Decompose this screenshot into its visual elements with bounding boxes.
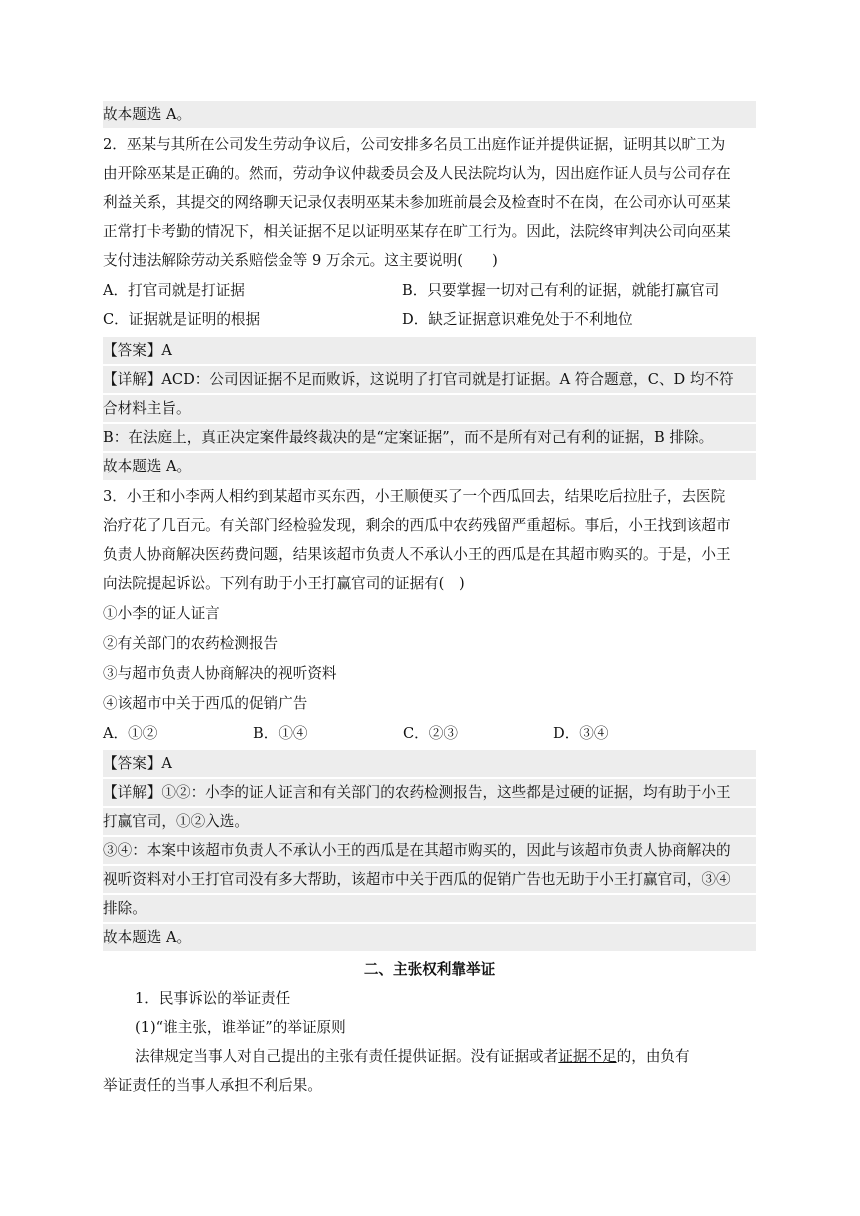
q3-option-a: A．①② bbox=[103, 725, 158, 742]
q2-stem-line-1: 2．巫某与其所在公司发生劳动争议后，公司安排多名员工出庭作证并提供证据，证明其以旷工为 bbox=[103, 136, 726, 153]
q2-option-c: C．证据就是证明的根据 bbox=[103, 311, 261, 328]
prev-conclusion: 故本题选 A。 bbox=[103, 101, 756, 128]
q3-item-3: ③与超市负责人协商解决的视听资料 bbox=[103, 665, 337, 682]
q2-option-d: D．缺乏证据意识难免处于不利地位 bbox=[402, 311, 633, 328]
q3-answer: 【答案】A bbox=[103, 750, 756, 777]
q2-conclusion: 故本题选 A。 bbox=[103, 453, 756, 480]
section-paragraph-line-1 bbox=[135, 1043, 690, 1070]
q3-item-1: ①小李的证人证言 bbox=[103, 605, 220, 622]
q2-detail-line-1: 【详解】ACD：公司因证据不足而败诉，这说明了打官司就是打证据。A 符合题意，C、D 均不符 bbox=[103, 366, 756, 393]
q2-stem-line-2: 由开除巫某是正确的。然而，劳动争议仲裁委员会及人民法院均认为，因出庭作证人员与公司存在 bbox=[103, 165, 731, 182]
section-subheading-1: 1．民事诉讼的举证责任 bbox=[135, 990, 291, 1007]
q3-detail-line-2: 打赢官司，①②入选。 bbox=[103, 808, 756, 835]
q2-answer: 【答案】A bbox=[103, 337, 756, 364]
q3-detail-line-4: 视听资料对小王打官司没有多大帮助，该超市中关于西瓜的促销广告也无助于小王打赢官司，③④ bbox=[103, 866, 756, 893]
section-subheading-2: (1)“谁主张，谁举证”的举证原则 bbox=[135, 1019, 346, 1036]
q2-detail-line-2: 合材料主旨。 bbox=[103, 395, 756, 422]
q2-option-b: B．只要掌握一切对己有利的证据，就能打赢官司 bbox=[402, 282, 720, 299]
q3-conclusion: 故本题选 A。 bbox=[103, 924, 756, 951]
q3-item-4: ④该超市中关于西瓜的促销广告 bbox=[103, 695, 308, 712]
q3-stem-line-1: 3．小王和小李两人相约到某超市买东西，小王顺便买了一个西瓜回去，结果吃后拉肚子，去医院 bbox=[103, 488, 726, 505]
underlined-phrase: 证据不足 bbox=[558, 1048, 617, 1065]
q3-stem-line-3: 负责人协商解决医药费问题，结果该超市负责人不承认小王的西瓜是在其超市购买的。于是，小王 bbox=[103, 546, 731, 563]
q2-option-a: A．打官司就是打证据 bbox=[103, 282, 245, 299]
q3-stem-line-2: 治疗花了几百元。有关部门经检验发现，剩余的西瓜中农药残留严重超标。事后，小王找到该超市 bbox=[103, 517, 731, 534]
q3-detail-line-1: 【详解】①②：小李的证人证言和有关部门的农药检测报告，这些都是过硬的证据，均有助于小王 bbox=[103, 779, 756, 806]
q2-stem-line-5: 支付违法解除劳动关系赔偿金等 9 万余元。这主要说明( ) bbox=[103, 252, 498, 269]
q3-stem-line-4: 向法院提起诉讼。下列有助于小王打赢官司的证据有( ) bbox=[103, 575, 465, 592]
q2-stem-line-4: 正常打卡考勤的情况下，相关证据不足以证明巫某存在旷工行为。因此，法院终审判决公司向巫某 bbox=[103, 223, 731, 240]
section-title: 二、主张权利靠举证 bbox=[363, 961, 496, 978]
q3-detail-line-3: ③④：本案中该超市负责人不承认小王的西瓜是在其超市购买的，因此与该超市负责人协商解决的 bbox=[103, 837, 756, 864]
q3-item-2: ②有关部门的农药检测报告 bbox=[103, 635, 279, 652]
q3-option-b: B．①④ bbox=[253, 725, 308, 742]
q3-detail-line-5: 排除。 bbox=[103, 895, 756, 922]
q3-option-c: C．②③ bbox=[403, 725, 458, 742]
q3-option-d: D．③④ bbox=[553, 725, 609, 742]
q2-stem-line-3: 利益关系，其提交的网络聊天记录仅表明巫某未参加班前晨会及检查时不在岗，在公司亦认可巫某 bbox=[103, 194, 731, 211]
paragraph-text-b: 的，由负有 bbox=[616, 1048, 690, 1065]
section-paragraph-line-2: 举证责任的当事人承担不利后果。 bbox=[103, 1077, 322, 1094]
paragraph-text-a: 法律规定当事人对自己提出的主张有责任提供证据。没有证据或者 bbox=[135, 1048, 559, 1065]
q2-detail-line-3: B：在法庭上，真正决定案件最终裁决的是“定案证据”，而不是所有对己有利的证据，B 排除。 bbox=[103, 424, 756, 451]
